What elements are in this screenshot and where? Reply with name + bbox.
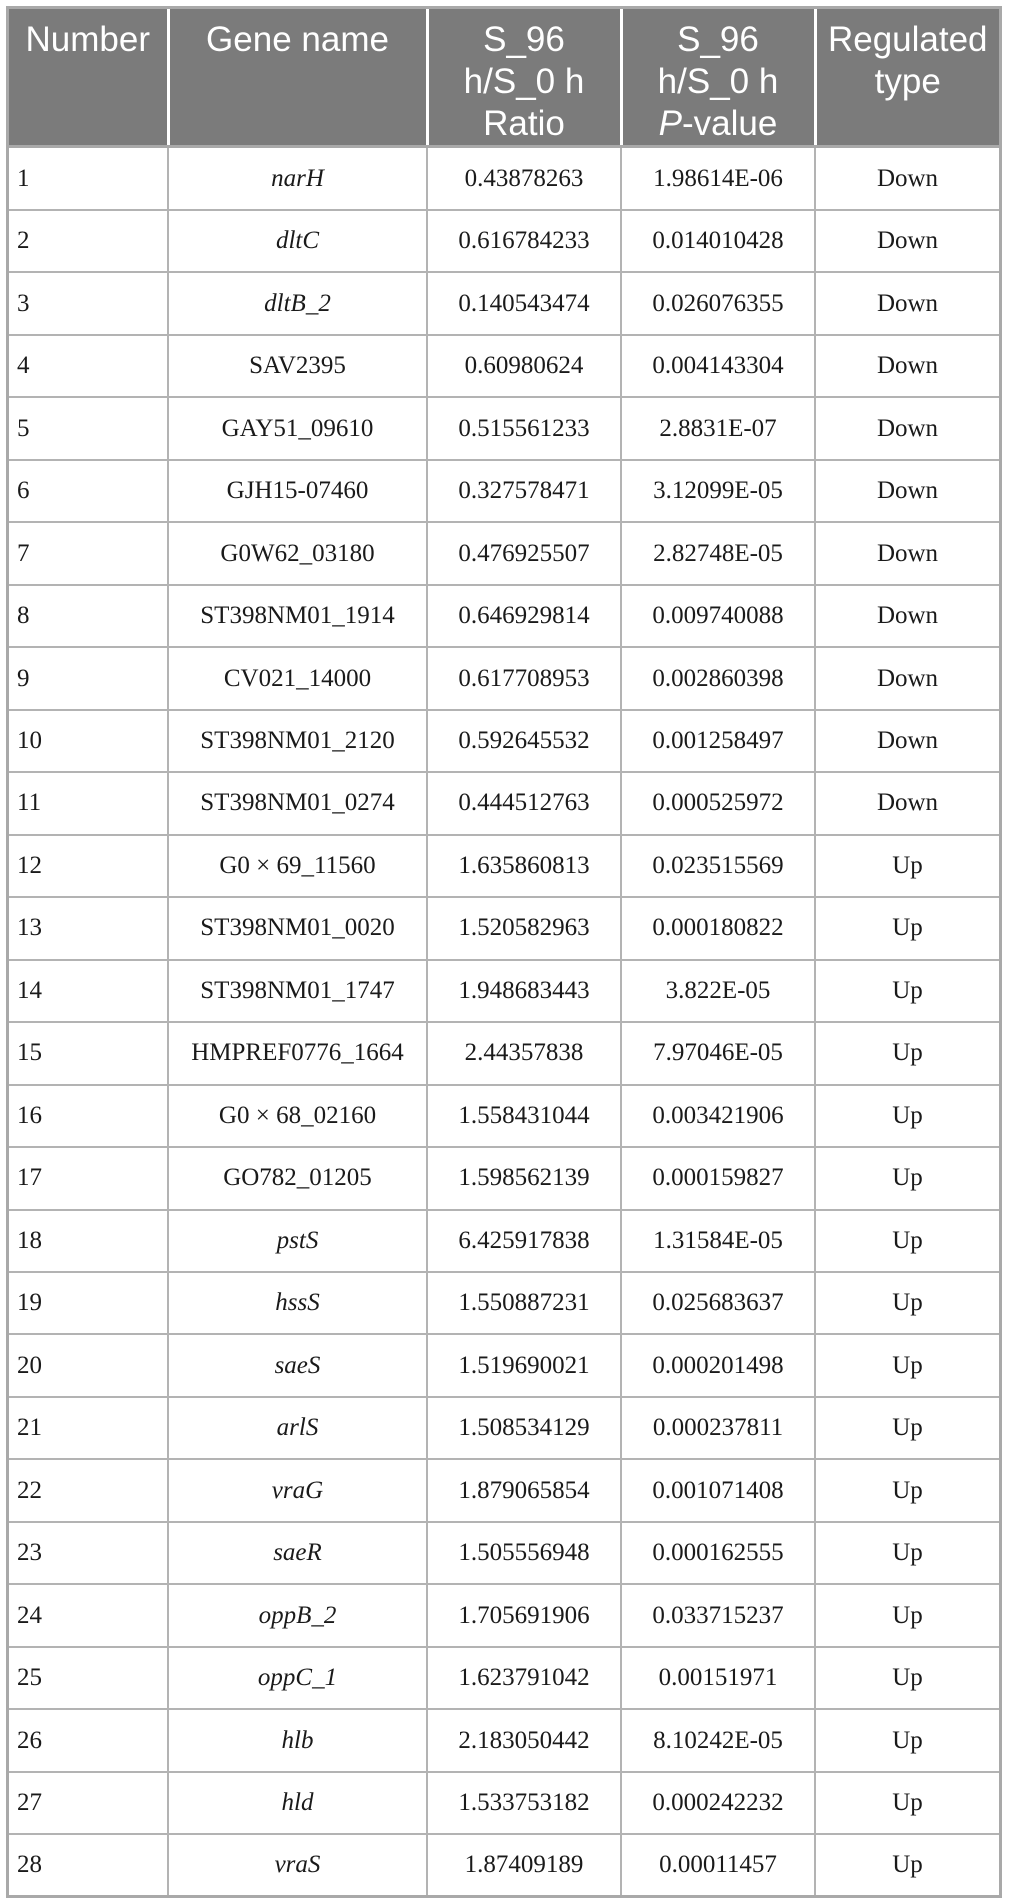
pvalue-cell: 0.014010428 [621,210,815,272]
ratio-cell: 0.616784233 [427,210,621,272]
pvalue-cell: 2.82748E-05 [621,522,815,584]
table-row [9,1459,999,1521]
table-row [9,210,999,272]
ratio-cell: 0.43878263 [427,147,621,211]
regulated-type-cell: Down [815,210,999,272]
header-ratio-line-1: S_96 [483,20,565,59]
pvalue-cell: 0.000180822 [621,897,815,959]
ratio-cell: 1.508534129 [427,1397,621,1459]
number-cell: 19 [9,1272,168,1334]
gene-regulation-table [9,9,999,1895]
table-row [9,710,999,772]
gene-name-cell: G0 × 68_02160 [168,1085,427,1147]
pvalue-cell: 0.00151971 [621,1647,815,1709]
number-cell: 11 [9,772,168,834]
header-ratio-line-3: Ratio [483,104,565,143]
number-cell: 1 [9,147,168,211]
gene-regulation-table-container [6,6,1002,1898]
ratio-cell: 0.476925507 [427,522,621,584]
ratio-cell: 0.60980624 [427,335,621,397]
number-cell: 3 [9,272,168,334]
table-row [9,1210,999,1272]
gene-name-cell: arlS [168,1397,427,1459]
ratio-cell: 1.705691906 [427,1584,621,1646]
number-cell: 26 [9,1709,168,1771]
table-header-row [9,9,999,147]
table-row [9,1085,999,1147]
pvalue-cell: 0.000201498 [621,1334,815,1396]
pvalue-cell: 3.822E-05 [621,960,815,1022]
ratio-cell: 0.327578471 [427,460,621,522]
number-cell: 10 [9,710,168,772]
pvalue-cell: 0.001258497 [621,710,815,772]
regulated-type-cell: Up [815,1147,999,1209]
regulated-type-cell: Up [815,1334,999,1396]
ratio-cell: 1.533753182 [427,1772,621,1834]
table-row [9,1022,999,1084]
regulated-type-cell: Up [815,897,999,959]
table-row [9,147,999,211]
pvalue-cell: 3.12099E-05 [621,460,815,522]
gene-name-cell: saeR [168,1522,427,1584]
header-pvalue-italic-p: P [658,104,683,143]
pvalue-cell: 0.000237811 [621,1397,815,1459]
table-row [9,960,999,1022]
regulated-type-cell: Up [815,960,999,1022]
gene-name-cell: pstS [168,1210,427,1272]
number-cell: 23 [9,1522,168,1584]
pvalue-cell: 0.000242232 [621,1772,815,1834]
ratio-cell: 1.879065854 [427,1459,621,1521]
regulated-type-cell: Up [815,1022,999,1084]
header-pvalue-line-1: S_96 [677,20,759,59]
number-cell: 5 [9,397,168,459]
number-cell: 28 [9,1834,168,1895]
pvalue-cell: 0.009740088 [621,585,815,647]
header-pvalue-line-2: h/S_0 h [657,62,779,101]
table-row [9,585,999,647]
pvalue-cell: 0.033715237 [621,1584,815,1646]
table-row [9,460,999,522]
regulated-type-cell: Up [815,1584,999,1646]
pvalue-cell: 0.000525972 [621,772,815,834]
pvalue-cell: 1.31584E-05 [621,1210,815,1272]
table-row [9,1397,999,1459]
table-row [9,1647,999,1709]
regulated-type-cell: Down [815,585,999,647]
table-body [9,147,999,1896]
gene-name-cell: oppB_2 [168,1584,427,1646]
number-cell: 18 [9,1210,168,1272]
table-row [9,1147,999,1209]
pvalue-cell: 0.004143304 [621,335,815,397]
number-cell: 17 [9,1147,168,1209]
number-cell: 21 [9,1397,168,1459]
gene-name-cell: GJH15-07460 [168,460,427,522]
ratio-cell: 1.948683443 [427,960,621,1022]
pvalue-cell: 2.8831E-07 [621,397,815,459]
ratio-cell: 1.635860813 [427,835,621,897]
ratio-cell: 6.425917838 [427,1210,621,1272]
ratio-cell: 2.44357838 [427,1022,621,1084]
table-row [9,1834,999,1895]
number-cell: 9 [9,647,168,709]
regulated-type-cell: Down [815,710,999,772]
gene-name-cell: ST398NM01_0020 [168,897,427,959]
number-cell: 24 [9,1584,168,1646]
number-cell: 25 [9,1647,168,1709]
header-number-line: Number [25,20,150,59]
ratio-cell: 1.558431044 [427,1085,621,1147]
regulated-type-cell: Down [815,272,999,334]
gene-name-cell: oppC_1 [168,1647,427,1709]
table-row [9,522,999,584]
pvalue-cell: 0.001071408 [621,1459,815,1521]
number-cell: 22 [9,1459,168,1521]
regulated-type-cell: Up [815,1085,999,1147]
table-row [9,272,999,334]
header-number [9,9,168,147]
regulated-type-cell: Up [815,1647,999,1709]
ratio-cell: 1.598562139 [427,1147,621,1209]
table-row [9,647,999,709]
regulated-type-cell: Down [815,460,999,522]
regulated-type-cell: Up [815,1772,999,1834]
gene-name-cell: vraS [168,1834,427,1895]
gene-name-cell: ST398NM01_2120 [168,710,427,772]
regulated-type-cell: Down [815,147,999,211]
ratio-cell: 1.87409189 [427,1834,621,1895]
gene-name-cell: dltC [168,210,427,272]
gene-name-cell: ST398NM01_1747 [168,960,427,1022]
pvalue-cell: 0.003421906 [621,1085,815,1147]
pvalue-cell: 0.002860398 [621,647,815,709]
header-ratio [427,9,621,147]
number-cell: 27 [9,1772,168,1834]
regulated-type-cell: Up [815,1834,999,1895]
regulated-type-cell: Up [815,1210,999,1272]
ratio-cell: 1.623791042 [427,1647,621,1709]
table-row [9,1772,999,1834]
table-row [9,1272,999,1334]
gene-name-cell: hssS [168,1272,427,1334]
table-row [9,1522,999,1584]
number-cell: 15 [9,1022,168,1084]
number-cell: 12 [9,835,168,897]
regulated-type-cell: Down [815,522,999,584]
regulated-type-cell: Up [815,1397,999,1459]
regulated-type-cell: Down [815,335,999,397]
ratio-cell: 0.140543474 [427,272,621,334]
number-cell: 7 [9,522,168,584]
ratio-cell: 1.550887231 [427,1272,621,1334]
gene-name-cell: dltB_2 [168,272,427,334]
header-regulated-type-line-1: Regulated [827,20,988,59]
number-cell: 6 [9,460,168,522]
gene-name-cell: GAY51_09610 [168,397,427,459]
table-row [9,397,999,459]
number-cell: 4 [9,335,168,397]
pvalue-cell: 0.00011457 [621,1834,815,1895]
gene-name-cell: G0 × 69_11560 [168,835,427,897]
regulated-type-cell: Up [815,1272,999,1334]
pvalue-cell: 0.000162555 [621,1522,815,1584]
gene-name-cell: HMPREF0776_1664 [168,1022,427,1084]
number-cell: 14 [9,960,168,1022]
gene-name-cell: SAV2395 [168,335,427,397]
ratio-cell: 0.592645532 [427,710,621,772]
header-regulated-type [815,9,999,147]
ratio-cell: 0.646929814 [427,585,621,647]
regulated-type-cell: Down [815,647,999,709]
pvalue-cell: 7.97046E-05 [621,1022,815,1084]
regulated-type-cell: Up [815,1522,999,1584]
gene-name-cell: ST398NM01_0274 [168,772,427,834]
pvalue-cell: 0.023515569 [621,835,815,897]
regulated-type-cell: Up [815,1709,999,1771]
regulated-type-cell: Up [815,1459,999,1521]
gene-name-cell: CV021_14000 [168,647,427,709]
ratio-cell: 1.520582963 [427,897,621,959]
number-cell: 20 [9,1334,168,1396]
header-pvalue-suffix: -value [682,104,778,143]
ratio-cell: 0.444512763 [427,772,621,834]
pvalue-cell: 0.025683637 [621,1272,815,1334]
number-cell: 16 [9,1085,168,1147]
gene-name-cell: ST398NM01_1914 [168,585,427,647]
header-ratio-line-2: h/S_0 h [463,62,585,101]
regulated-type-cell: Up [815,835,999,897]
ratio-cell: 0.515561233 [427,397,621,459]
regulated-type-cell: Down [815,772,999,834]
table-row [9,772,999,834]
regulated-type-cell: Down [815,397,999,459]
header-pvalue [621,9,815,147]
number-cell: 2 [9,210,168,272]
header-gene-name-line: Gene name [206,20,389,59]
table-row [9,835,999,897]
gene-name-cell: saeS [168,1334,427,1396]
pvalue-cell: 0.026076355 [621,272,815,334]
table-row [9,1584,999,1646]
table-row [9,897,999,959]
header-regulated-type-line-2: type [874,62,941,101]
ratio-cell: 1.505556948 [427,1522,621,1584]
ratio-cell: 2.183050442 [427,1709,621,1771]
pvalue-cell: 8.10242E-05 [621,1709,815,1771]
gene-name-cell: narH [168,147,427,211]
gene-name-cell: hlb [168,1709,427,1771]
gene-name-cell: hld [168,1772,427,1834]
ratio-cell: 1.519690021 [427,1334,621,1396]
table-row [9,1709,999,1771]
header-gene-name [168,9,427,147]
number-cell: 13 [9,897,168,959]
gene-name-cell: G0W62_03180 [168,522,427,584]
table-row [9,1334,999,1396]
ratio-cell: 0.617708953 [427,647,621,709]
gene-name-cell: vraG [168,1459,427,1521]
pvalue-cell: 0.000159827 [621,1147,815,1209]
number-cell: 8 [9,585,168,647]
gene-name-cell: GO782_01205 [168,1147,427,1209]
table-row [9,335,999,397]
pvalue-cell: 1.98614E-06 [621,147,815,211]
